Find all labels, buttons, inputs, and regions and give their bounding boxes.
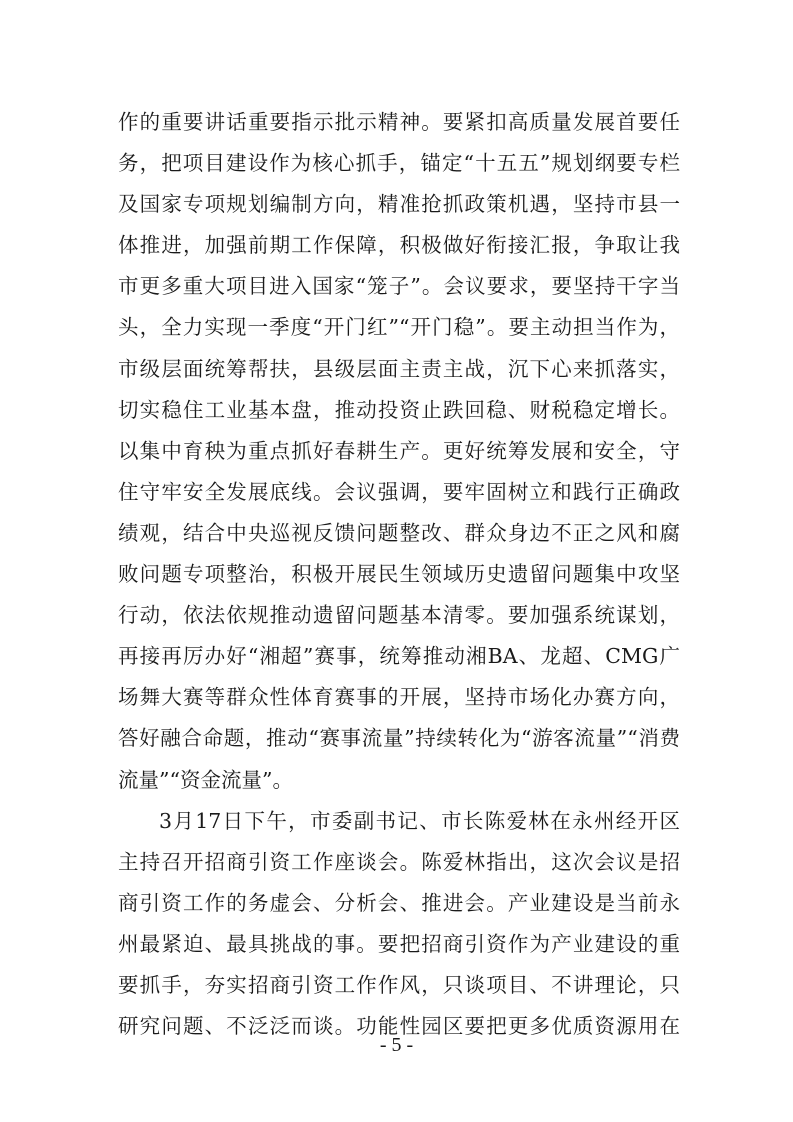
text-line: 要抓手，夯实招商引资工作作风，只谈项目、不讲理论，只 [118, 972, 680, 997]
text-line: 流量”“资金流量”。 [118, 767, 293, 792]
text-line: 行动，依法依规推动遗留问题基本清零。要加强系统谋划， [118, 603, 680, 628]
text-line: 务，把项目建设作为核心抓手，锚定“十五五”规划纲要专栏 [118, 151, 680, 176]
text-line: 绩观，结合中央巡视反馈问题整改、群众身边不正之风和腐 [118, 520, 680, 545]
text-line: 败问题专项整治，积极开展民生领域历史遗留问题集中攻坚 [118, 562, 680, 587]
text-line: 头，全力实现一季度“开门红”“开门稳”。要主动担当作为， [118, 315, 680, 340]
text-line: 及国家专项规划编制方向，精准抢抓政策机遇，坚持市县一 [118, 192, 680, 217]
text-line: 市级层面统筹帮扶，县级层面主责主战，沉下心来抓落实， [118, 356, 680, 381]
text-line: 场舞大赛等群众性体育赛事的开展，坚持市场化办赛方向， [118, 685, 680, 710]
paragraph-first-line: 3月17日下午，市委副书记、市长陈爱林在永州经开区 [159, 808, 680, 833]
text-line: 住守牢安全发展底线。会议强调，要牢固树立和践行正确政 [118, 479, 680, 504]
text-line: 商引资工作的务虚会、分析会、推进会。产业建设是当前永 [118, 890, 680, 915]
text-line: 市更多重大项目进入国家“笼子”。会议要求，要坚持干字当 [118, 274, 680, 299]
text-line: 答好融合命题，推动“赛事流量”持续转化为“游客流量”“消费 [118, 726, 680, 751]
text-line: 切实稳住工业基本盘，推动投资止跌回稳、财税稳定增长。 [118, 397, 680, 422]
body-text [118, 102, 680, 1047]
text-line: 再接再厉办好“湘超”赛事，统筹推动湘BA、龙超、CMG广 [118, 644, 680, 669]
text-line: 州最紧迫、最具挑战的事。要把招商引资作为产业建设的重 [118, 931, 680, 956]
text-line: 以集中育秧为重点抓好春耕生产。更好统筹发展和安全，守 [118, 438, 680, 463]
page-number: - 5 - [379, 1034, 414, 1056]
text-line: 主持召开招商引资工作座谈会。陈爱林指出，这次会议是招 [118, 849, 680, 874]
text-line: 研究问题、不泛泛而谈。功能性园区要把更多优质资源用在 [118, 1014, 680, 1039]
text-line: 体推进，加强前期工作保障，积极做好衔接汇报，争取让我 [118, 233, 680, 258]
text-line: 作的重要讲话重要指示批示精神。要紧扣高质量发展首要任 [118, 110, 680, 134]
